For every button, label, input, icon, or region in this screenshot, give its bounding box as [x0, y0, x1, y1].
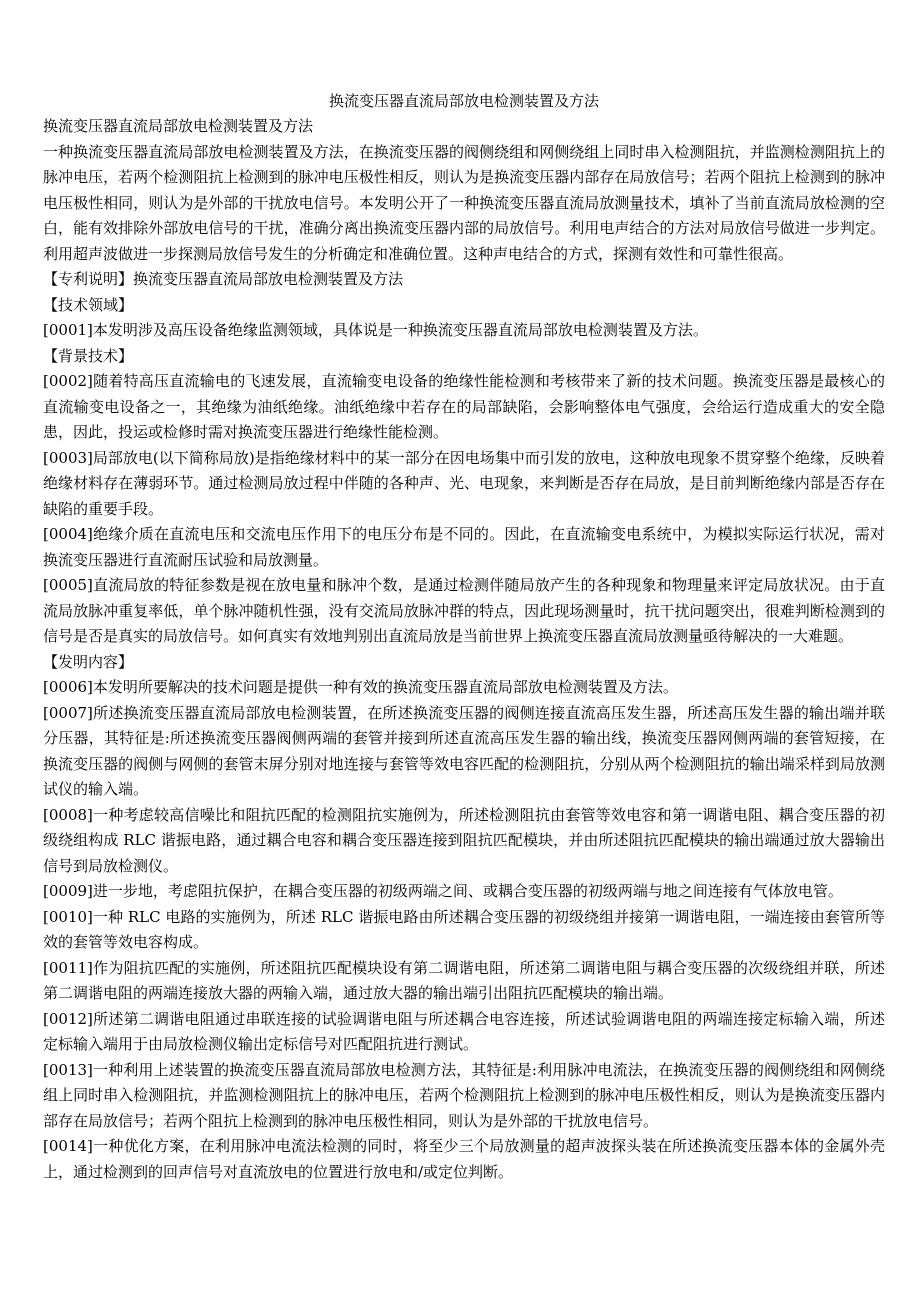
- spec-heading: 【专利说明】换流变压器直流局部放电检测装置及方法: [43, 270, 404, 288]
- section-invention-content: [43, 650, 885, 1186]
- paragraph-0012: [0012]所述第二调谐电阻通过串联连接的试验调谐电阻与所述耦合电容连接，所述试验调谐电阻的两端连接定标输入端，所述定标输入端用于由局放检测仪输出定标信号对匹配阻抗进行测试。: [43, 1009, 885, 1053]
- paragraph-0011: [0011]作为阻抗匹配的实施例，所述阻抗匹配模块设有第二调谐电阻，所述第二调谐电阻与耦合变压器的次级绕组并联，所述第二调谐电阻的两端连接放大器的两输入端，通过放大器的输出端引出阻抗匹配模块的输出端。: [43, 958, 885, 1002]
- paragraph-0004: [0004]绝缘介质在直流电压和交流电压作用下的电压分布是不同的。因此，在直流输变电系统中，为模拟实际运行状况，需对换流变压器进行直流耐压试验和局放测量。: [43, 525, 885, 569]
- section-heading: 【技术领域】: [43, 295, 134, 314]
- paragraph-0010: [0010]一种 RLC 电路的实施例为，所述 RLC 谐振电路由所述耦合变压器的初级绕组并接第一调谐电阻，一端连接由套管所等效的套管等效电容构成。: [43, 907, 885, 951]
- document-page: [43, 89, 885, 1185]
- document-subtitle: 换流变压器直流局部放电检测装置及方法: [43, 117, 314, 135]
- paragraph-0007: [0007]所述换流变压器直流局部放电检测装置，在所述换流变压器的阀侧连接直流高压发生器，所述高压发生器的输出端并联分压器，其特征是:所述换流变压器阀侧两端的套管并接到所述直流高压发生器的输出线，换流变压器网侧两端的套管短接，在换流变压器的阀侧与网侧的套管末屏分别对地连接与套管等效电容匹配的检测阻抗，分别从两个检测阻抗的输出端采样到局放测试仪的输入端。: [43, 703, 885, 798]
- paragraph-0008: [0008]一种考虑较高信噪比和阻抗匹配的检测阻抗实施例为，所述检测阻抗由套管等效电容和第一调谐电阻、耦合变压器的初级绕组构成 RLC 谐振电路，通过耦合电容和耦合变压器连接到阻抗匹配模块，并由所述阻抗匹配模块的输出端通过放大器输出信号到局放检测仪。: [43, 805, 885, 875]
- paragraph-0013: [0013]一种利用上述装置的换流变压器直流局部放电检测方法，其特征是:利用脉冲电流法，在换流变压器的阀侧绕组和网侧绕组上同时串入检测阻抗，并监测检测阻抗上的脉冲电压，若两个检测阻抗上检测到的脉冲电压极性相反，则认为是换流变压器内部存在局放信号；若两个阻抗上检测到的脉冲电压极性相同，则认为是外部的干扰放电信号。: [43, 1060, 885, 1130]
- abstract-paragraph: 一种换流变压器直流局部放电检测装置及方法，在换流变压器的阀侧绕组和网侧绕组上同时串入检测阻抗，并监测检测阻抗上的脉冲电压，若两个检测阻抗上检测到的脉冲电压极性相反，则认为是换流变压器内部存在局放信号；若两个阻抗上检测到的脉冲电压极性相同，则认为是外部的干扰放电信号。本发明公开了一种换流变压器直流局放测量技术，填补了当前直流局放检测的空白，能有效排除外部放电信号的干扰，准确分离出换流变压器内部的局放信号。利用电声结合的方法对局放信号做进一步判定。利用超声波做进一步探测局放信号发生的分析确定和准确位置。这种声电结合的方式，探测有效性和可靠性很高。: [43, 142, 885, 263]
- paragraph-0005: [0005]直流局放的特征参数是视在放电量和脉冲个数，是通过检测伴随局放产生的各种现象和物理量来评定局放状况。由于直流局放脉冲重复率低，单个脉冲随机性强，没有交流局放脉冲群的特点，因此现场测量时，抗干扰问题突出，很难判断检测到的信号是否是真实的局放信号。如何真实有效地判别出直流局放是当前世界上换流变压器直流局放测量亟待解决的一大难题。: [43, 576, 885, 645]
- section-heading: 【背景技术】: [43, 346, 134, 365]
- section-technical-field: [43, 293, 885, 344]
- paragraph-0003: [0003]局部放电(以下简称局放)是指绝缘材料中的某一部分在因电场集中而引发的放电，这种放电现象不贯穿整个绝缘，反映着绝缘材料存在薄弱环节。通过检测局放过程中伴随的各种声、光、电现象，来判断是否存在局放，是目前判断绝缘内部是否存在缺陷的重要手段。: [43, 448, 885, 518]
- section-heading: 【发明内容】: [43, 652, 134, 671]
- paragraph-0009: [0009]进一步地，考虑阻抗保护，在耦合变压器的初级两端之间、或耦合变压器的初级两端与地之间连接有气体放电管。: [43, 882, 843, 900]
- paragraph-0006: [0006]本发明所要解决的技术问题是提供一种有效的换流变压器直流局部放电检测装置及方法。: [43, 678, 678, 696]
- paragraph-0014: [0014]一种优化方案，在利用脉冲电流法检测的同时，将至少三个局放测量的超声波探头装在所述换流变压器本体的金属外壳上，通过检测到的回声信号对直流放电的位置进行放电和/或定位判断。: [43, 1137, 885, 1181]
- paragraph-0001: [0001]本发明涉及高压设备绝缘监测领域，具体说是一种换流变压器直流局部放电检测装置及方法。: [43, 321, 708, 339]
- paragraph-0002: [0002]随着特高压直流输电的飞速发展，直流输变电设备的绝缘性能检测和考核带来了新的技术问题。换流变压器是最核心的直流输变电设备之一，其绝缘为油纸绝缘。油纸绝缘中若存在的局部缺陷，会影响整体电气强度，会给运行造成重大的安全隐患，因此，投运或检修时需对换流变压器进行绝缘性能检测。: [43, 372, 885, 441]
- document-title: 换流变压器直流局部放电检测装置及方法: [328, 92, 599, 110]
- section-background: [43, 344, 885, 650]
